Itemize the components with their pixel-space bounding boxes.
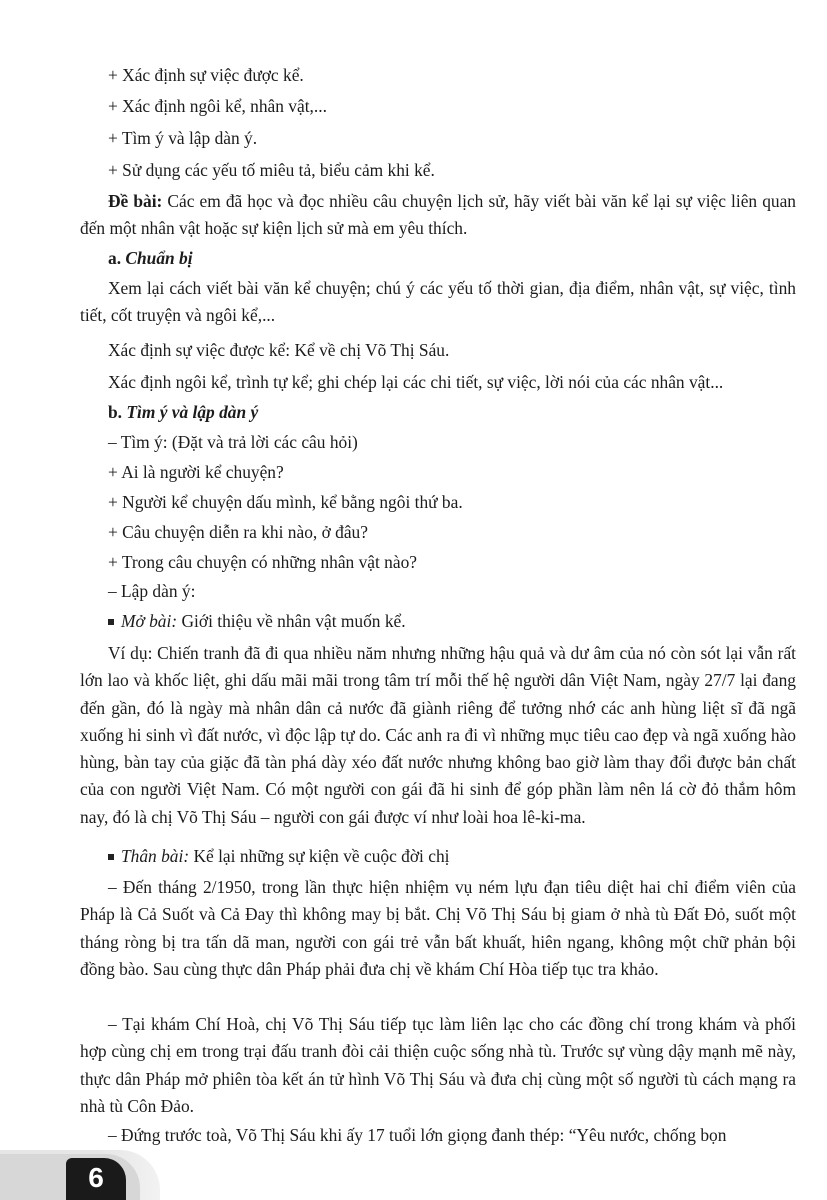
- mo-bai-label: Mở bài:: [121, 611, 178, 631]
- mo-bai-line: [108, 608, 406, 634]
- de-bai-paragraph: [80, 188, 796, 243]
- section-a-paragraph-1: Xem lại cách viết bài văn kể chuyện; chú ý các yếu tố thời gian, địa điểm, nhân vật, sự việc, tình tiết, cốt truyện và ngôi kể,...: [80, 278, 796, 326]
- outline-item: + Ai là người kể chuyện?: [108, 462, 284, 482]
- section-b-heading: [108, 399, 258, 425]
- section-b-title: Tìm ý và lập dàn ý: [126, 402, 259, 422]
- outline-item: + Người kể chuyện dấu mình, kể bằng ngôi thứ ba.: [108, 492, 463, 512]
- page-number: 6: [88, 1162, 104, 1193]
- section-b-prefix: b.: [108, 402, 127, 422]
- section-a-prefix: a.: [108, 248, 126, 268]
- example-paragraph: Ví dụ: Chiến tranh đã đi qua nhiều năm nhưng những hậu quả và dư âm của nó còn sót lại vẫn rất lớn lao và khốc liệt, ghi dấu mãi mãi trong tâm trí mỗi thế hệ người dân Việt Nam, ngày 27/7 lại đang đến gần, đó là ngày mà nhân dân cả nước đã giành riêng để tưởng nhớ các anh hùng liệt sĩ đã ngã xuống hi sinh vì đất nước, vì độc lập tự do. Các anh ra đi vì những mục tiêu cao đẹp và ngã xuống hào hùng, bàn tay của giặc đã tàn phá dày xéo đất nước nhưng không bao giờ làm thay đổi được bản chất của con người Việt Nam. Có một người con gái đã hi sinh để góp phần làm nên lá cờ đỏ thắm hôm nay, đó là chị Võ Thị Sáu – người con gái được ví như loài hoa lê-ki-ma.: [80, 643, 796, 827]
- section-a-heading: [108, 245, 193, 271]
- than-bai-line: [108, 843, 449, 869]
- outline-item: + Trong câu chuyện có những nhân vật nào?: [108, 552, 418, 572]
- step-line: + Sử dụng các yếu tố miêu tả, biểu cảm khi kể.: [108, 160, 435, 180]
- section-a-paragraph-2: Xác định sự việc được kể: Kể về chị Võ Thị Sáu.: [108, 340, 450, 360]
- de-bai-text: Các em đã học và đọc nhiều câu chuyện lịch sử, hãy viết bài văn kể lại sự việc liên quan đến một nhân vật hoặc sự kiện lịch sử mà em yêu thích.: [80, 191, 796, 239]
- than-bai-text: Kể lại những sự kiện về cuộc đời chị: [189, 846, 450, 866]
- step-line: + Xác định ngôi kể, nhân vật,...: [108, 96, 327, 116]
- outline-item: + Câu chuyện diễn ra khi nào, ở đâu?: [108, 522, 368, 542]
- outline-item: – Tìm ý: (Đặt và trả lời các câu hỏi): [108, 432, 358, 452]
- body-paragraph-3: – Đứng trước toà, Võ Thị Sáu khi ấy 17 tuổi lớn giọng đanh thép: “Yêu nước, chống bọn: [108, 1125, 727, 1145]
- outline-item: – Lập dàn ý:: [108, 581, 196, 601]
- section-a-title: Chuẩn bị: [125, 248, 193, 268]
- mo-bai-text: Giới thiệu về nhân vật muốn kể.: [177, 611, 406, 631]
- de-bai-label: Đề bài:: [108, 191, 163, 211]
- step-line: + Tìm ý và lập dàn ý.: [108, 128, 258, 148]
- than-bai-label: Thân bài:: [121, 846, 190, 866]
- body-paragraph-2: – Tại khám Chí Hoà, chị Võ Thị Sáu tiếp tục làm liên lạc cho các đồng chí trong khám và phối hợp cùng chị em trong trại đấu tranh đòi cải thiện cuộc sống nhà tù. Trước sự vùng dậy mạnh mẽ này, thực dân Pháp mở phiên tòa kết án tử hình Võ Thị Sáu và đưa chị cùng một số người tù cách mạng ra nhà tù Côn Đảo.: [80, 1014, 796, 1116]
- bullet-square-icon: [108, 619, 114, 625]
- section-a-paragraph-3: Xác định ngôi kể, trình tự kể; ghi chép lại các chi tiết, sự việc, lời nói của các nhân vật...: [108, 372, 724, 392]
- step-line: + Xác định sự việc được kể.: [108, 65, 304, 85]
- bullet-square-icon: [108, 854, 114, 860]
- body-paragraph-1: – Đến tháng 2/1950, trong lần thực hiện nhiệm vụ ném lựu đạn tiêu diệt hai chỉ điểm viên của Pháp là Cả Suốt và Cả Đay thì không may bị bắt. Chị Võ Thị Sáu bị giam ở nhà tù Đất Đỏ, suốt một tháng ròng bị tra tấn dã man, người con gái trẻ vẫn bất khuất, hiên ngang, không một chữ phản bội đồng bào. Sau cùng thực dân Pháp phải đưa chị về khám Chí Hòa tiếp tục tra khảo.: [80, 877, 796, 979]
